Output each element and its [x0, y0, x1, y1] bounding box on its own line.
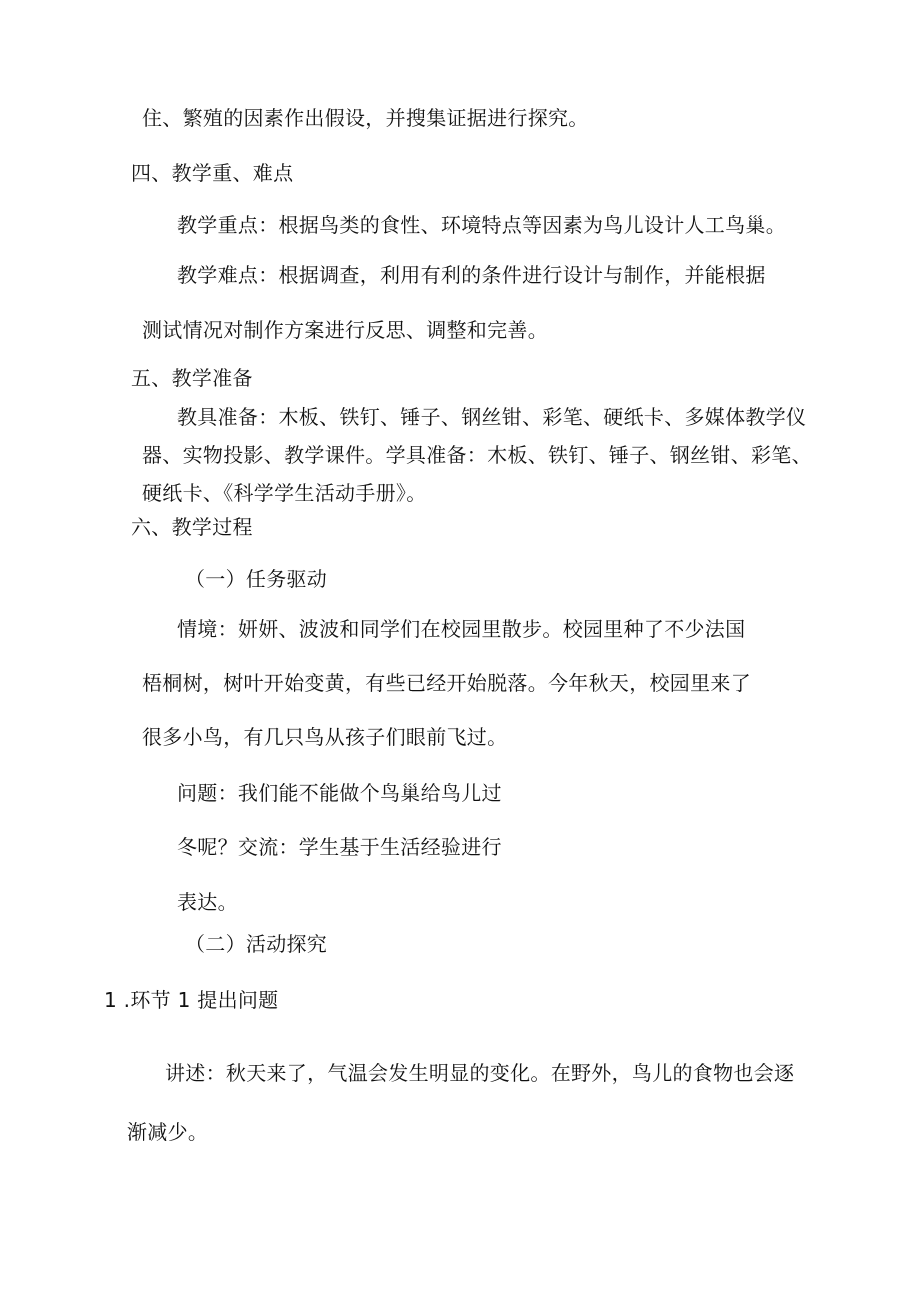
section-heading-preparation: 五、教学准备 [131, 366, 253, 390]
scenario-line-1: 情境：妍妍、波波和同学们在校园里散步。校园里种了不少法国 [177, 617, 746, 641]
narration-line-2: 渐减少。 [127, 1120, 209, 1144]
teaching-difficult-point-continuation: 测试情况对制作方案进行反思、调整和完善。 [142, 318, 548, 342]
teaching-aids-line-3: 硬纸卡、《科学学生活动手册》。 [142, 481, 427, 505]
scenario-line-2: 梧桐树，树叶开始变黄，有些已经开始脱落。今年秋天，校园里来了 [142, 671, 751, 695]
section-heading-key-difficult-points: 四、教学重、难点 [131, 161, 294, 185]
teaching-aids-line-1: 教具准备：木板、铁钉、锤子、钢丝钳、彩笔、硬纸卡、多媒体教学仪 [177, 405, 807, 429]
question-line-2: 冬呢？交流：学生基于生活经验进行 [177, 835, 502, 859]
teaching-difficult-point: 教学难点：根据调查，利用有利的条件进行设计与制作，并能根据 [177, 263, 766, 287]
section-heading-process: 六、教学过程 [131, 515, 253, 539]
subheading-activity-inquiry: （二）活动探究 [185, 932, 328, 956]
subheading-task-driven: （一）任务驱动 [185, 567, 328, 591]
question-line-3: 表达。 [177, 890, 238, 914]
teaching-aids-line-2: 器、实物投影、教学课件。学具准备：木板、铁钉、锤子、钢丝钳、彩笔、 [142, 443, 812, 467]
question-line-1: 问题：我们能不能做个鸟巢给鸟儿过 [177, 781, 502, 805]
step-1-heading: 1 .环节 1 提出问题 [104, 988, 279, 1012]
teaching-key-point: 教学重点：根据鸟类的食性、环境特点等因素为鸟儿设计人工鸟巢。 [177, 213, 786, 237]
scenario-line-3: 很多小鸟，有几只鸟从孩子们眼前飞过。 [142, 725, 508, 749]
paragraph-continuation-hypothesis: 住、繁殖的因素作出假设，并搜集证据进行探究。 [142, 106, 589, 130]
narration-line-1: 讲述：秋天来了，气温会发生明显的变化。在野外，鸟儿的食物也会逐 [165, 1061, 795, 1085]
